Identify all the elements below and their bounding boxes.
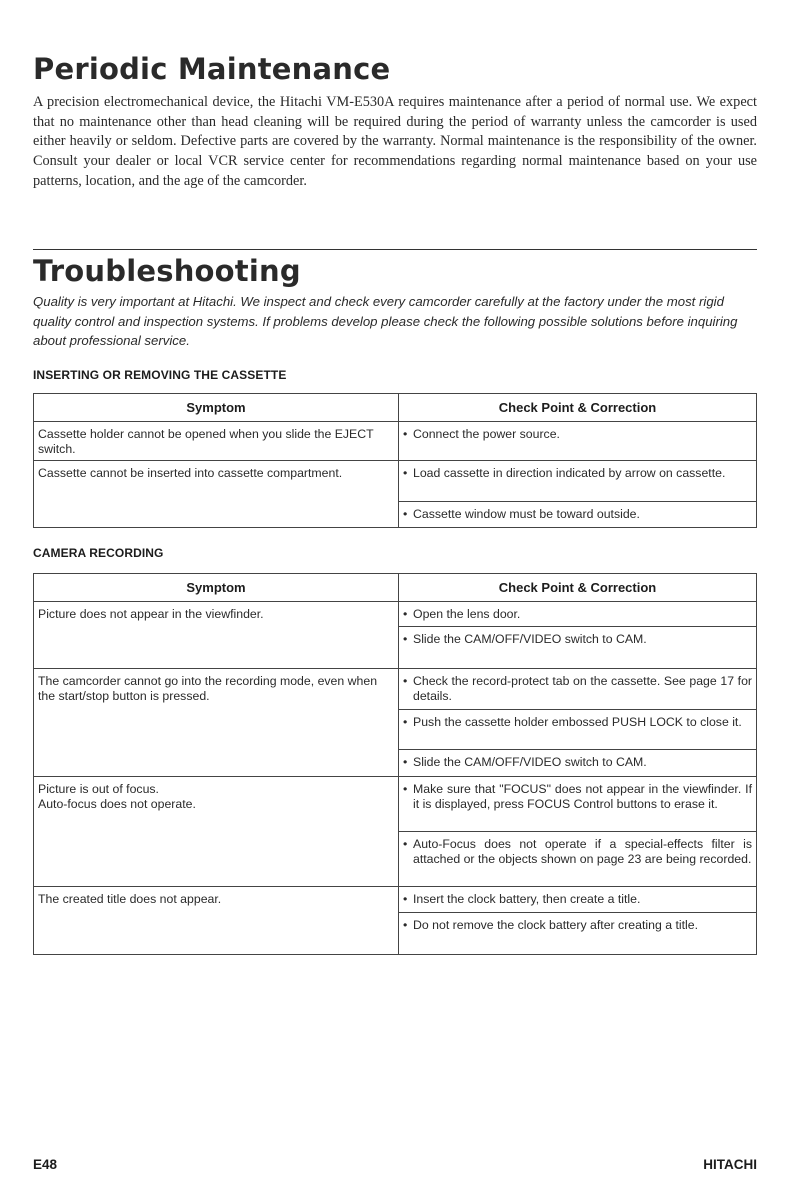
check-header: Check Point & Correction <box>399 394 757 422</box>
bullet: • <box>403 715 408 729</box>
check-item: • Cassette window must be toward outside. <box>399 501 756 527</box>
periodic-maintenance-body: A precision electromechanical device, the Hitachi VM-E530A requires maintenance after a period of normal use. We expect that no maintenance other than head cleaning will be required during the period of warranty unless the camcorder is used either heavily or seldom. Defective parts are covered by the warranty. Normal maintenance is the responsibility of the owner. Consult your dealer or local VCR service center for recommendations regarding normal maintenance based on your use patterns, location, and the age of the camcorder. <box>33 94 757 189</box>
symptom-header: Symptom <box>34 574 399 602</box>
symptom-cell: The created title does not appear. <box>34 887 399 955</box>
check-item: • Open the lens door. <box>403 607 521 621</box>
troubleshooting-title: Troubleshooting <box>33 254 301 288</box>
bullet: • <box>403 755 408 769</box>
table-row <box>34 422 757 461</box>
check-header: Check Point & Correction <box>399 574 757 602</box>
table-row <box>34 602 757 669</box>
cassette-troubleshooting-table <box>33 393 757 528</box>
check-item: • Connect the power source. <box>403 427 560 441</box>
check-item: • Insert the clock battery, then create a title. <box>403 892 641 906</box>
table-header-row <box>34 574 757 602</box>
camera-section-heading: CAMERA RECORDING <box>33 546 164 560</box>
check-item: • Auto-Focus does not operate if a special-effects filter is attached or the objects shown on page 23 are being recorded. <box>399 831 756 886</box>
bullet: • <box>403 892 408 906</box>
table-header-row <box>34 394 757 422</box>
symptom-cell: Cassette cannot be inserted into cassette compartment. <box>34 461 399 528</box>
check-item: • Do not remove the clock battery after creating a title. <box>399 912 756 954</box>
bullet: • <box>403 607 408 621</box>
table-row <box>34 777 757 887</box>
check-item: • Slide the CAM/OFF/VIDEO switch to CAM. <box>399 749 756 776</box>
symptom-cell: The camcorder cannot go into the recording mode, even when the start/stop button is pressed. <box>34 669 399 777</box>
bullet: • <box>403 918 408 932</box>
manual-page <box>33 0 757 1192</box>
check-cell <box>399 602 757 669</box>
camera-troubleshooting-table <box>33 573 757 955</box>
symptom-line: Auto-focus does not operate. <box>38 796 196 811</box>
check-item: • Make sure that "FOCUS" does not appear in the viewfinder. If it is displayed, press FOCUS Control buttons to erase it. <box>403 782 752 811</box>
check-item: • Push the cassette holder embossed PUSH LOCK to close it. <box>399 709 756 749</box>
bullet: • <box>403 782 408 796</box>
bullet: • <box>403 427 408 441</box>
table-row <box>34 461 757 528</box>
bullet: • <box>403 507 408 521</box>
check-item: • Check the record-protect tab on the cassette. See page 17 for details. <box>403 674 752 703</box>
check-cell <box>399 669 757 777</box>
check-cell <box>399 777 757 887</box>
symptom-header: Symptom <box>34 394 399 422</box>
bullet: • <box>403 674 408 688</box>
periodic-maintenance-title: Periodic Maintenance <box>33 52 391 86</box>
bullet: • <box>403 466 408 480</box>
troubleshooting-intro: Quality is very important at Hitachi. We inspect and check every camcorder carefully at the factory under the most rigid quality control and inspection systems. If problems develop please check the following possible solutions before inquiring about professional service. <box>33 294 738 348</box>
bullet: • <box>403 837 408 851</box>
page-number: E48 <box>33 1157 58 1172</box>
symptom-cell <box>34 777 399 887</box>
check-cell <box>399 461 757 528</box>
symptom-line: Picture is out of focus. <box>38 782 159 796</box>
check-cell <box>399 887 757 955</box>
symptom-cell: Cassette holder cannot be opened when you slide the EJECT switch. <box>34 422 399 461</box>
bullet: • <box>403 632 408 646</box>
cassette-section-heading: INSERTING OR REMOVING THE CASSETTE <box>33 368 287 382</box>
check-cell <box>399 422 757 461</box>
brand-name: HITACHI <box>703 1157 757 1172</box>
check-item: • Slide the CAM/OFF/VIDEO switch to CAM. <box>399 626 756 668</box>
table-row <box>34 669 757 777</box>
symptom-cell: Picture does not appear in the viewfinder. <box>34 602 399 669</box>
table-row <box>34 887 757 955</box>
section-divider <box>33 249 757 250</box>
check-item: • Load cassette in direction indicated by arrow on cassette. <box>403 466 726 480</box>
